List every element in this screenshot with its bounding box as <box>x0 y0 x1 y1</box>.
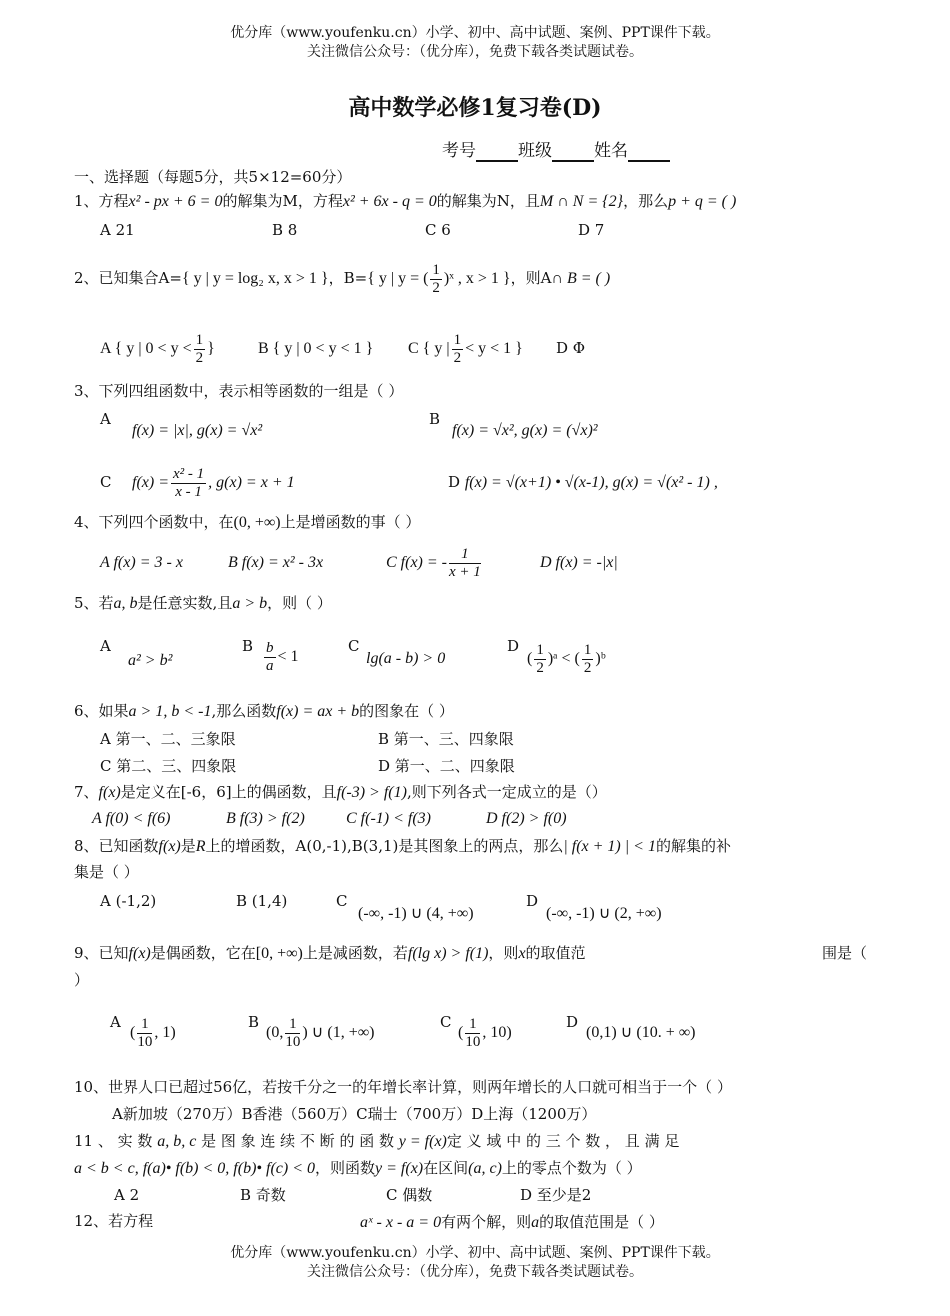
q6-option-b: B 第一、三、四象限 <box>378 730 514 748</box>
q6-option-d: D 第一、二、四象限 <box>378 757 515 775</box>
class-label: 班级 <box>518 141 552 161</box>
exam-number-blank[interactable] <box>476 144 518 162</box>
section-heading: 一、选择题（每题5分，共5×12=60分） <box>74 168 352 186</box>
q1-option-c: C 6 <box>425 221 451 239</box>
q11-option-a: A 2 <box>114 1186 140 1204</box>
question-9-tail: 围是（ <box>822 944 868 962</box>
question-6: 6、如果a > 1, b < -1,那么函数f(x) = ax + b的图象在（ ） <box>74 702 454 720</box>
q10-options: A新加坡（270万）B香港（560万）C瑞士（700万）D上海（1200万） <box>112 1105 597 1123</box>
q2-option-b: B { y | 0 < y < 1 } <box>258 340 374 357</box>
q6-option-a: A 第一、二、三象限 <box>100 730 236 748</box>
q3-option-a-label: A <box>100 410 111 428</box>
question-7: 7、f(x)是定义在[-6，6]上的偶函数，且f(-3) > f(1),则下列各式一定成立的是（） <box>74 783 607 801</box>
question-8-continued: 集是（ ） <box>74 863 139 881</box>
q7-option-d: D f(2) > f(0) <box>486 810 567 827</box>
question-5: 5、若a, b是任意实数,且a > b，则（ ） <box>74 594 332 612</box>
question-12: aˣ - x - a = 0有两个解，则a的取值范围是（ ） <box>360 1213 664 1231</box>
q5-option-a-label: A <box>100 637 111 655</box>
q8-option-d: (-∞, -1) ∪ (2, +∞) <box>546 905 662 922</box>
q4-option-a: A f(x) = 3 - x <box>100 554 183 571</box>
student-info <box>442 140 670 162</box>
question-4: 4、下列四个函数中，在(0, +∞)上是增函数的事（ ） <box>74 513 421 531</box>
question-11-continued: a < b < c, f(a)• f(b) < 0, f(b)• f(c) < 0，则函数y = f(x)在区间(a, c)上的零点个数为（ ） <box>74 1159 642 1177</box>
q7-option-a: A f(0) < f(6) <box>92 810 171 827</box>
q9-option-a: ( $\frac{1}{10}$ , 1) <box>130 1015 176 1050</box>
question-12-label: 12、若方程 <box>74 1212 154 1230</box>
q3-option-b-label: B <box>429 410 441 428</box>
q1-option-b: B 8 <box>272 221 298 239</box>
question-1: 1、方程x² - px + 6 = 0的解集为M，方程x² + 6x - q = 0的解集为N，且M ∩ N = {2}，那么p + q = ( ) <box>74 192 737 210</box>
q8-option-d-label: D <box>526 892 539 910</box>
q5-option-a: a² > b² <box>128 652 173 669</box>
q9-option-b: (0, $\frac{1}{10}$ ) ∪ (1, +∞) <box>266 1015 375 1050</box>
question-9: 9、已知f(x)是偶函数，它在[0, +∞)上是减函数，若f(lg x) > f(1)，则x的取值范 <box>74 944 586 962</box>
q3-option-d: D f(x) = √(x+1) • √(x-1), g(x) = √(x² - 1) , <box>448 473 718 491</box>
question-9-continued: ） <box>74 971 90 989</box>
question-2: 2、已知集合A={ y | y = log₂ x, x > 1 }，B={ y | y = ( $\frac{1}{2}$ )ˣ , x > 1 }，则A∩ B = ( ) <box>74 261 611 296</box>
q9-option-c-label: C <box>440 1013 452 1031</box>
q11-option-c: C 偶数 <box>386 1186 433 1204</box>
q6-option-c: C 第二、三、四象限 <box>100 757 237 775</box>
q9-option-c: ( $\frac{1}{10}$ , 10) <box>458 1015 512 1050</box>
question-3: 3、下列四组函数中，表示相等函数的一组是（ ） <box>74 382 404 400</box>
q5-option-b-label: B <box>242 637 254 655</box>
q7-option-c: C f(-1) < f(3) <box>346 810 431 827</box>
header-line-2: 关注微信公众号：（优分库），免费下载各类试题试卷。 <box>307 44 643 60</box>
q5-option-d: ( $\frac{1}{2}$ )ᵃ < ( $\frac{1}{2}$ )ᵇ <box>527 641 606 676</box>
name-label: 姓名 <box>594 141 628 161</box>
q8-option-b: B (1,4) <box>236 892 288 910</box>
footer-line-1: 优分库（www.youfenku.cn）小学、初中、高中试题、案例、PPT课件下载。 <box>230 1245 720 1261</box>
q11-option-b: B 奇数 <box>240 1186 286 1204</box>
exam-number-label: 考号 <box>442 141 476 161</box>
q9-option-a-label: A <box>110 1013 121 1031</box>
q2-option-a: A { y | 0 < y < $\frac{1}{2}$ } <box>100 331 215 366</box>
question-8: 8、已知函数f(x)是R上的增函数，A(0,-1),B(3,1)是其图象上的两点，那么| f(x + 1) | < 1的解集的补 <box>74 837 731 855</box>
q1-option-d: D 7 <box>578 221 605 239</box>
q5-option-c: lg(a - b) > 0 <box>366 650 446 667</box>
q5-option-d-label: D <box>507 637 520 655</box>
q1-option-a: A 21 <box>100 221 135 239</box>
q4-option-b: B f(x) = x² - 3x <box>228 554 324 571</box>
q9-option-b-label: B <box>248 1013 260 1031</box>
footer-line-2: 关注微信公众号：（优分库），免费下载各类试题试卷。 <box>307 1264 643 1280</box>
name-blank[interactable] <box>628 144 670 162</box>
q7-option-b: B f(3) > f(2) <box>226 810 305 827</box>
q5-option-b: $\frac{b}{a}$ < 1 <box>266 639 299 674</box>
q9-option-d: (0,1) ∪ (10. + ∞) <box>586 1024 696 1041</box>
q4-option-c: C f(x) = - $\frac{1}{x + 1}$ <box>386 545 481 580</box>
q5-option-c-label: C <box>348 637 360 655</box>
q3-option-c-label: C <box>100 473 112 491</box>
page-title: 高中数学必修1复习卷(D) <box>348 95 602 121</box>
q4-option-d: D f(x) = -|x| <box>540 554 618 571</box>
q3-option-a: f(x) = |x|, g(x) = √x² <box>132 422 263 439</box>
q9-option-d-label: D <box>566 1013 579 1031</box>
q8-option-c-label: C <box>336 892 348 910</box>
q8-option-c: (-∞, -1) ∪ (4, +∞) <box>358 905 474 922</box>
question-10: 10、世界人口已超过56亿，若按千分之一的年增长率计算，则两年增长的人口就可相当于一个（ ） <box>74 1078 732 1096</box>
question-11: 11 、 实 数 a, b, c 是 图 象 连 续 不 断 的 函 数 y = f(x)定 义 域 中 的 三 个 数 ， 且 满 足 <box>74 1132 680 1150</box>
header-line-1: 优分库（www.youfenku.cn）小学、初中、高中试题、案例、PPT课件下载。 <box>230 25 720 41</box>
class-blank[interactable] <box>552 144 594 162</box>
q2-option-c: C { y | $\frac{1}{2}$ < y < 1 } <box>408 331 523 366</box>
q11-option-d: D 至少是2 <box>520 1186 592 1204</box>
q2-option-d: D Φ <box>556 339 586 357</box>
q3-option-c: f(x) = $\frac{\text{x² - 1}}{x - 1}$ , g(x) = x + 1 <box>132 465 295 500</box>
q3-option-b: f(x) = √x², g(x) = (√x)² <box>452 422 598 439</box>
q8-option-a: A (-1,2) <box>100 892 157 910</box>
